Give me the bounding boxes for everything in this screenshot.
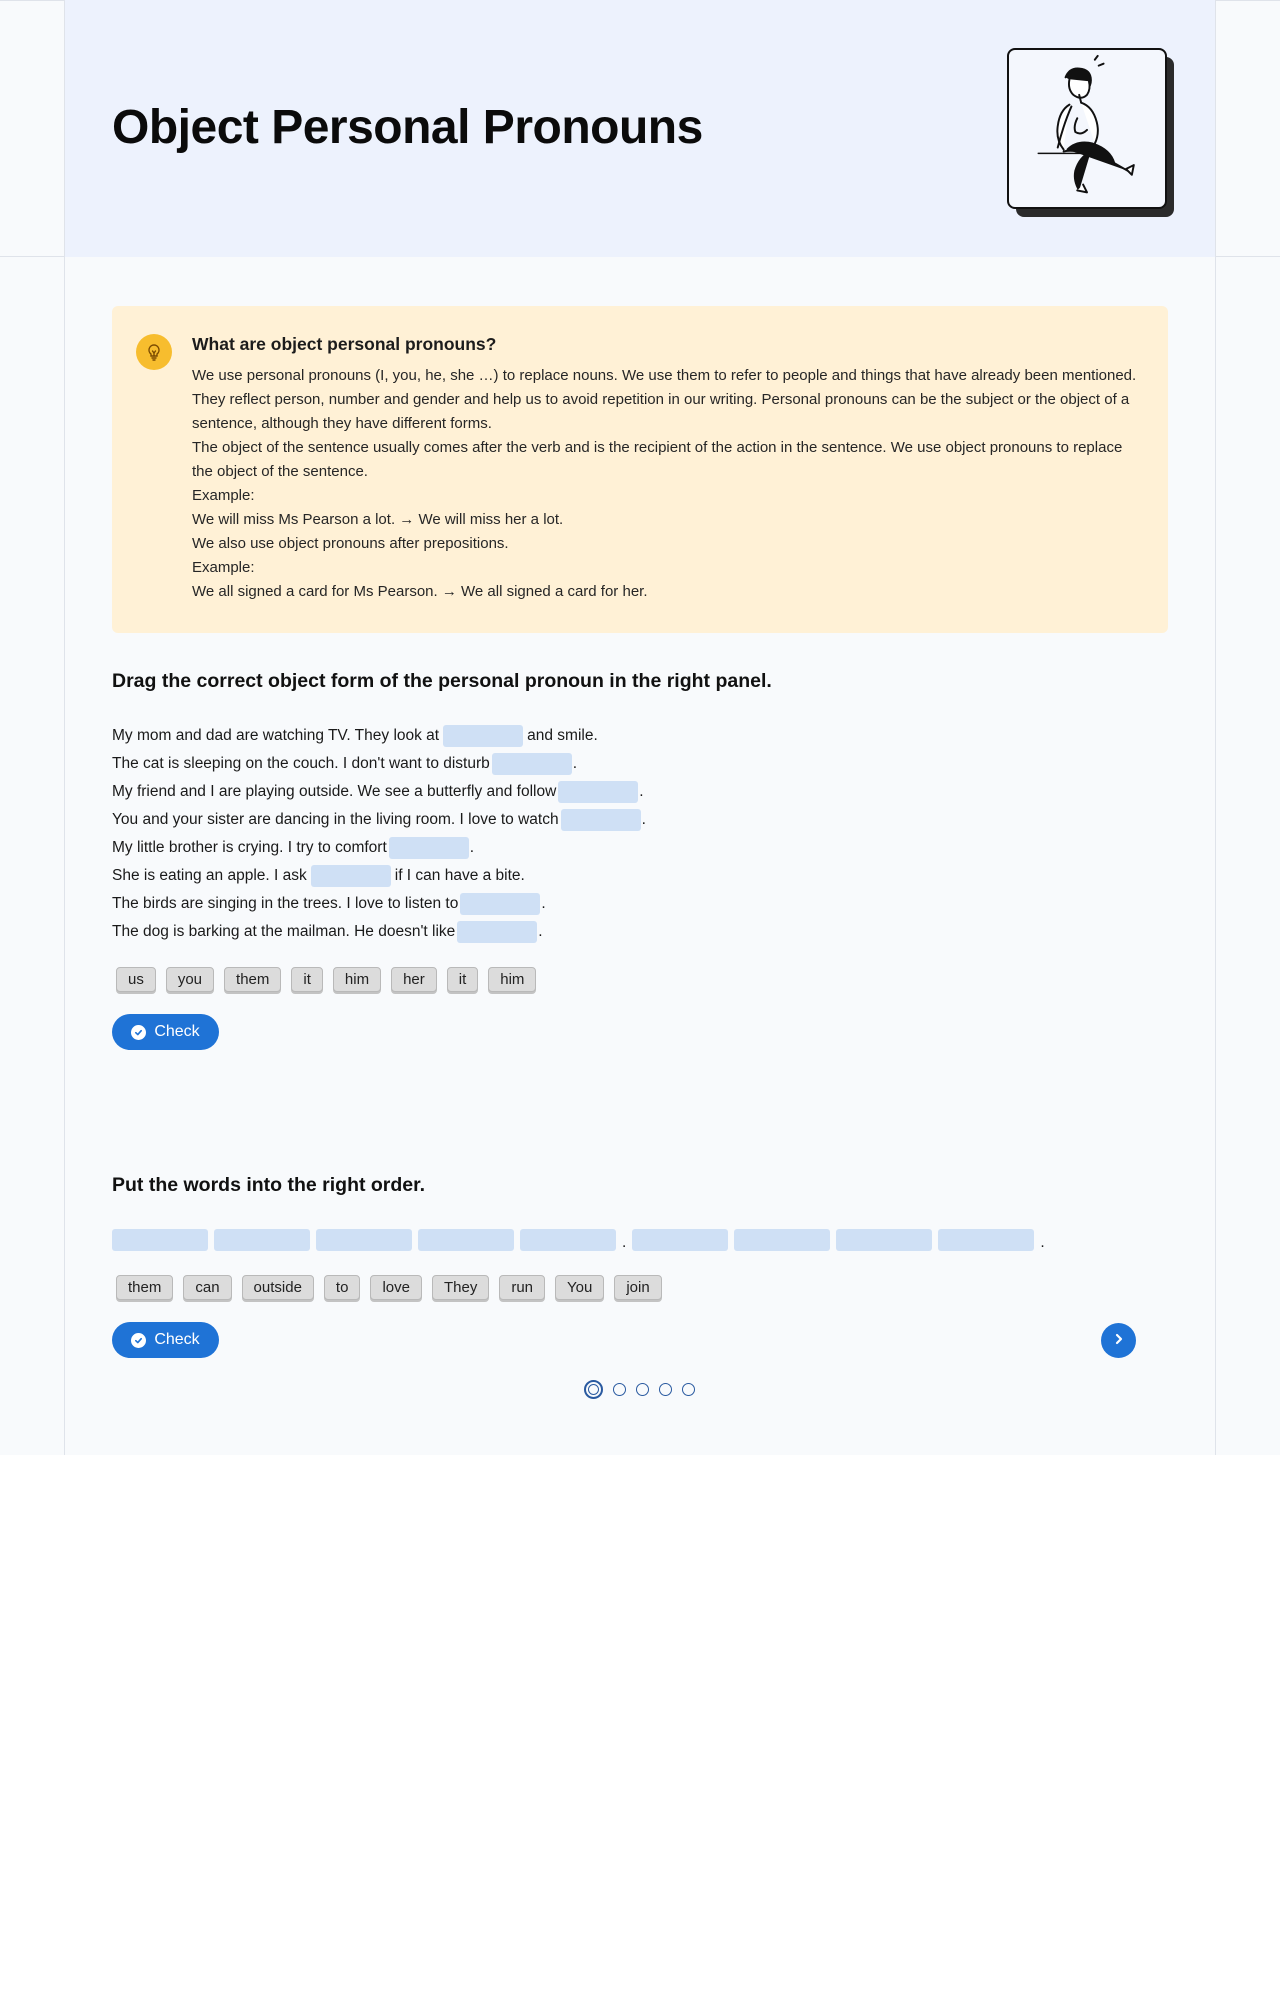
drop-blank[interactable] bbox=[311, 865, 391, 887]
sentence-text: . bbox=[469, 839, 475, 856]
sentence-period: . bbox=[1040, 1234, 1045, 1251]
pagination-dot-2[interactable] bbox=[613, 1383, 626, 1396]
order-blank[interactable] bbox=[316, 1229, 412, 1251]
exercise1-title: Drag the correct object form of the personal pronoun in the right panel. bbox=[112, 670, 772, 692]
sentence-text: You and your sister are dancing in the living room. I love to watch bbox=[112, 811, 559, 828]
info-paragraph: The object of the sentence usually comes after the verb and is the recipient of the action in the sentence. We use object pronouns to replace the object of the sentence. bbox=[192, 439, 1123, 480]
sentence-row bbox=[112, 778, 1012, 806]
order-blank[interactable] bbox=[836, 1229, 932, 1251]
word-chip[interactable]: him bbox=[333, 967, 381, 992]
word-chip[interactable]: join bbox=[614, 1275, 661, 1300]
exercise1-check-button[interactable] bbox=[112, 1014, 219, 1050]
sentence-row bbox=[112, 750, 1012, 778]
left-border-line bbox=[64, 0, 65, 1455]
word-chip[interactable]: can bbox=[183, 1275, 231, 1300]
drop-blank[interactable] bbox=[443, 725, 523, 747]
word-chip[interactable]: it bbox=[291, 967, 323, 992]
check-circle-icon bbox=[131, 1333, 146, 1348]
sentence-text: if I can have a bite. bbox=[394, 867, 525, 884]
exercise2-check-button[interactable] bbox=[112, 1322, 219, 1358]
word-chip[interactable]: them bbox=[116, 1275, 173, 1300]
word-chip[interactable]: They bbox=[432, 1275, 489, 1300]
sentence-text: . bbox=[639, 783, 644, 800]
word-chip[interactable]: run bbox=[499, 1275, 545, 1300]
info-box bbox=[112, 306, 1168, 633]
info-paragraph: We use personal pronouns (I, you, he, she …) to replace nouns. We use them to refer to people and things that have already been mentioned. They reflect person, number and gender and help us to avoid repetition in our writing. Personal pronouns can be the subject or the object of a sentence, although they have different forms. bbox=[192, 367, 1137, 432]
sentence-row bbox=[112, 918, 1012, 946]
exercise1-word-bank bbox=[116, 967, 536, 992]
info-paragraph: Example: bbox=[192, 559, 255, 576]
thinking-person-illustration bbox=[1007, 48, 1167, 209]
exercise2-word-bank bbox=[116, 1275, 662, 1300]
word-chip[interactable]: us bbox=[116, 967, 156, 992]
exercise1-sentences bbox=[112, 722, 1012, 946]
drop-blank[interactable] bbox=[389, 837, 469, 859]
sentence-text: My mom and dad are watching TV. They look at bbox=[112, 727, 440, 744]
info-paragraph: We will miss Ms Pearson a lot. → We will miss her a lot. bbox=[192, 511, 564, 528]
info-paragraph: Example: bbox=[192, 487, 255, 504]
sentence-text: and smile. bbox=[527, 727, 598, 744]
info-paragraph: We all signed a card for Ms Pearson. → We all signed a card for her. bbox=[192, 583, 648, 600]
order-blank[interactable] bbox=[734, 1229, 830, 1251]
word-chip[interactable]: you bbox=[166, 967, 214, 992]
sentence-row bbox=[112, 806, 1012, 834]
sentence-text: . bbox=[541, 895, 546, 912]
word-chip[interactable]: You bbox=[555, 1275, 604, 1300]
info-title: What are object personal pronouns? bbox=[192, 334, 497, 354]
sentence-text: . bbox=[641, 811, 646, 828]
pagination-dot-1[interactable] bbox=[584, 1380, 603, 1399]
sentence-row bbox=[112, 862, 1012, 890]
order-blank[interactable] bbox=[520, 1229, 616, 1251]
sentence-text: She is eating an apple. I ask bbox=[112, 867, 307, 884]
sentence-row bbox=[112, 722, 1012, 750]
drop-blank[interactable] bbox=[492, 753, 572, 775]
right-border-line bbox=[1215, 0, 1216, 1455]
word-chip[interactable]: her bbox=[391, 967, 437, 992]
word-chip[interactable]: them bbox=[224, 967, 281, 992]
order-blank[interactable] bbox=[938, 1229, 1034, 1251]
next-button[interactable] bbox=[1101, 1323, 1136, 1358]
word-chip[interactable]: it bbox=[447, 967, 479, 992]
word-chip[interactable]: outside bbox=[242, 1275, 314, 1300]
drop-blank[interactable] bbox=[460, 893, 540, 915]
order-blank[interactable] bbox=[112, 1229, 208, 1251]
pagination-dots bbox=[584, 1380, 695, 1399]
order-blank[interactable] bbox=[418, 1229, 514, 1251]
info-paragraph: We also use object pronouns after prepositions. bbox=[192, 535, 509, 552]
sentence-text: My friend and I are playing outside. We see a butterfly and follow bbox=[112, 783, 557, 800]
sentence-text: The dog is barking at the mailman. He doesn't like bbox=[112, 923, 456, 940]
chevron-right-icon bbox=[1112, 1332, 1126, 1349]
sentence-text: The birds are singing in the trees. I love to listen to bbox=[112, 895, 459, 912]
pagination-dot-3[interactable] bbox=[636, 1383, 649, 1396]
check-label: Check bbox=[154, 1023, 200, 1040]
exercise2-title: Put the words into the right order. bbox=[112, 1174, 426, 1196]
word-chip[interactable]: him bbox=[488, 967, 536, 992]
check-label: Check bbox=[154, 1331, 200, 1348]
sentence-period: . bbox=[622, 1234, 627, 1251]
sentence-text: The cat is sleeping on the couch. I don't want to disturb bbox=[112, 755, 490, 772]
drop-blank[interactable] bbox=[561, 809, 641, 831]
sentence-text: . bbox=[572, 755, 578, 772]
sentence-text: . bbox=[538, 923, 543, 940]
info-body bbox=[192, 364, 1142, 604]
check-circle-icon bbox=[131, 1025, 146, 1040]
exercise2-drop-row bbox=[112, 1229, 1051, 1251]
word-chip[interactable]: love bbox=[370, 1275, 422, 1300]
lightbulb-icon bbox=[136, 334, 172, 370]
pagination-dot-5[interactable] bbox=[682, 1383, 695, 1396]
word-chip[interactable]: to bbox=[324, 1275, 361, 1300]
pagination-dot-4[interactable] bbox=[659, 1383, 672, 1396]
sentence-row bbox=[112, 834, 1012, 862]
drop-blank[interactable] bbox=[457, 921, 537, 943]
order-blank[interactable] bbox=[214, 1229, 310, 1251]
order-blank[interactable] bbox=[632, 1229, 728, 1251]
sentence-row bbox=[112, 890, 1012, 918]
sentence-text: My little brother is crying. I try to comfort bbox=[112, 839, 387, 856]
drop-blank[interactable] bbox=[558, 781, 638, 803]
page-title: Object Personal Pronouns bbox=[112, 101, 703, 154]
